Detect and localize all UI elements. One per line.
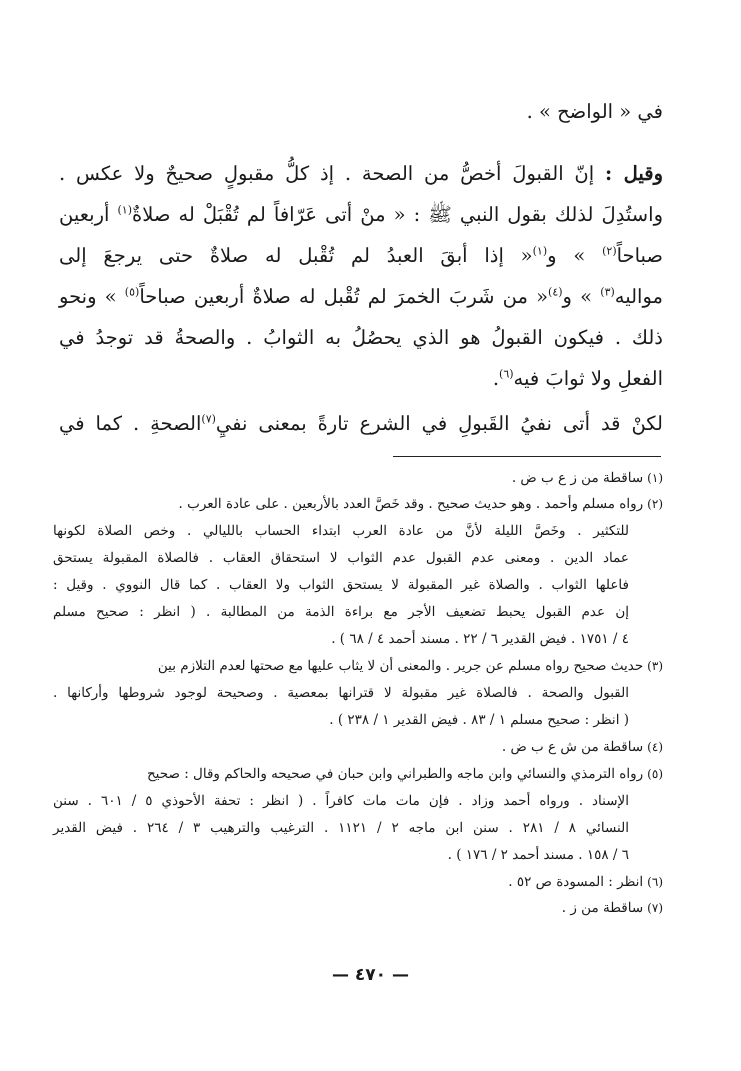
footnote-text: ساقطة من ش ع ب ض .	[501, 739, 644, 755]
footnote-text: عماد الدين . ومعنى عدم القبول عدم الثواب لا استحقاق العقاب . فالصلاة المقبولة يستحق	[53, 550, 629, 566]
footnote-text: ٤ / ١٧٥١ . فيض القدير ٦ / ٢٢ . مسند أحمد ٤ / ٦٨ ) .	[331, 631, 629, 647]
footnote-1	[53, 470, 663, 486]
footnote-2-line-3	[53, 550, 629, 566]
footnote-text: الإسناد . ورواه أحمد وزاد . فإن مات مات كافراً . ( انظر : تحفة الأحوذي ٥ / ٦٠١ . سنن	[53, 793, 629, 809]
footnote-ref: (١)	[532, 244, 548, 258]
footnote-text: ( انظر : صحيح مسلم ١ / ٨٣ . فيض القدير ١ / ٢٣٨ ) .	[329, 712, 629, 728]
main-text-span: واستُدِلَ لذلك بقول النبي ﷺ : « منْ أتى عَرّافاً لم تُقْبَلْ له صلاةٌ	[131, 203, 663, 226]
footnote-number: (٧)	[647, 901, 663, 915]
paragraph-1-line-5	[59, 326, 663, 349]
footnote-number: (٦)	[647, 875, 663, 889]
main-text-span: الصحةِ . كما في	[59, 412, 202, 435]
page-number: — ٤٧٠ —	[332, 965, 409, 985]
main-text-span: مواليه	[614, 285, 663, 308]
footnote-separator	[393, 456, 661, 457]
main-text-span: في « الواضح » .	[526, 100, 663, 123]
footnote-number: (٤)	[647, 740, 663, 754]
footnote-text: إن عدم القبول يحبط تضعيف الأجر مع براءة الذمة من المطالبة . ( انظر : صحيح مسلم	[53, 604, 629, 620]
paragraph-1-line-6	[59, 367, 663, 390]
footnote-number: (١)	[647, 471, 663, 485]
footnote-2	[53, 496, 663, 512]
footnote-3-line-2	[53, 685, 629, 701]
footnote-text: ساقطة من ز ع ب ض .	[511, 470, 644, 486]
footnote-6	[53, 874, 663, 890]
footnote-number: (٥)	[647, 767, 663, 781]
footnote-text: للتكثير . وخَصَّ الليلة لأنَّ من عادة العرب ابتداء الحساب بالليالي . وخص الصلاة لكونها	[53, 523, 629, 539]
footnote-5-line-3	[53, 820, 629, 836]
footnote-ref: (١)	[117, 203, 132, 217]
footnote-text: رواه مسلم وأحمد . وهو حديث صحيح . وقد خَصَّ العدد بالأربعين . على عادة العرب .	[178, 496, 644, 512]
footnote-ref: (٥)	[124, 285, 140, 299]
footnote-ref: (٦)	[499, 367, 514, 381]
footnote-ref: (٤)	[548, 285, 563, 299]
footnote-5-line-2	[53, 793, 629, 809]
footnote-3-line-3	[53, 712, 629, 728]
paragraph-1-line-4	[59, 285, 663, 308]
footnote-text: النسائي ٨ / ٢٨١ . سنن ابن ماجه ٢ / ١١٢١ . الترغيب والترهيب ٣ / ٢٦٤ . فيض القدير	[53, 820, 629, 836]
footnote-text: حديث صحيح رواه مسلم عن جرير . والمعنى أن لا يثاب عليها مع صحتها لعدم التلازم بين	[157, 658, 644, 674]
footnote-number: (٢)	[647, 497, 663, 511]
footnote-ref: (٧)	[201, 412, 216, 426]
footnote-2-line-2	[53, 523, 629, 539]
main-text-span: ذلك . فيكون القبولُ هو الذي يحصُلُ به الثوابُ . والصحةُ قد توجدُ في	[59, 326, 663, 349]
main-text-span: صباحاً	[616, 244, 663, 267]
main-text-span: إنّ القبولَ أخصُّ من الصحة . إذ كلُّ مقبولٍ صحيحٌ ولا عكس .	[59, 162, 605, 185]
footnote-ref: (٣)	[600, 285, 615, 299]
main-text-span: أربعين	[59, 203, 118, 226]
main-text-line-1	[59, 100, 663, 123]
footnote-text: رواه الترمذي والنسائي وابن ماجه والطبراني وابن حبان في صحيحه والحاكم وقال : صحيح	[146, 766, 644, 782]
footnote-4	[53, 739, 663, 755]
main-text-span: « إذا أبقَ العبدُ لم تُقْبل له صلاةٌ حتى يرجعَ إلى	[59, 244, 533, 267]
paragraph-1-line-2	[59, 203, 663, 231]
footnote-ref: (٢)	[602, 244, 617, 258]
footnote-number: (٣)	[647, 659, 663, 673]
footnote-text: ٦ / ١٥٨ . مسند أحمد ٢ / ١٧٦ ) .	[447, 847, 629, 863]
footnote-text: ساقطة من ز .	[561, 900, 644, 916]
footnote-text: انظر : المسودة ص ٥٢ .	[508, 874, 644, 890]
footnote-text: القبول والصحة . فالصلاة غير مقبولة لا قترانها بمعصية . وصحيحة لوجود شروطها وأركانها .	[53, 685, 629, 701]
paragraph-lead-word: وقيل :	[605, 162, 663, 185]
footnote-3	[53, 658, 663, 674]
footnote-5-line-4	[53, 847, 629, 863]
footnote-7	[53, 900, 663, 916]
main-text-span: » ونحو	[59, 285, 125, 308]
main-text-span: الفعلِ ولا ثوابَ فيه	[513, 367, 663, 390]
footnote-5	[53, 766, 663, 782]
paragraph-1-line-3	[59, 244, 663, 267]
paragraph-1-line-1	[59, 162, 663, 185]
paragraph-2-line-1	[59, 412, 663, 435]
footnote-2-line-6	[53, 631, 629, 647]
main-text-span: لكنْ قد أتى نفيُ القَبولِ في الشرع تارةً بمعنى نفيِ	[215, 412, 663, 435]
footnote-text: فاعلها الثواب . والصلاة غير المقبولة لا يستحق الثواب ولا العقاب . كما قال النووي . وقيل :	[53, 577, 629, 593]
footnote-2-line-4	[53, 577, 629, 593]
main-text-span: « من شَربَ الخمرَ لم تُقْبل له صلاةٌ أربعين صباحاً	[139, 285, 549, 308]
main-text-span: » و	[562, 285, 601, 308]
main-text-span: .	[492, 367, 500, 390]
main-text-span: » و	[547, 244, 603, 267]
footnote-2-line-5	[53, 604, 629, 620]
